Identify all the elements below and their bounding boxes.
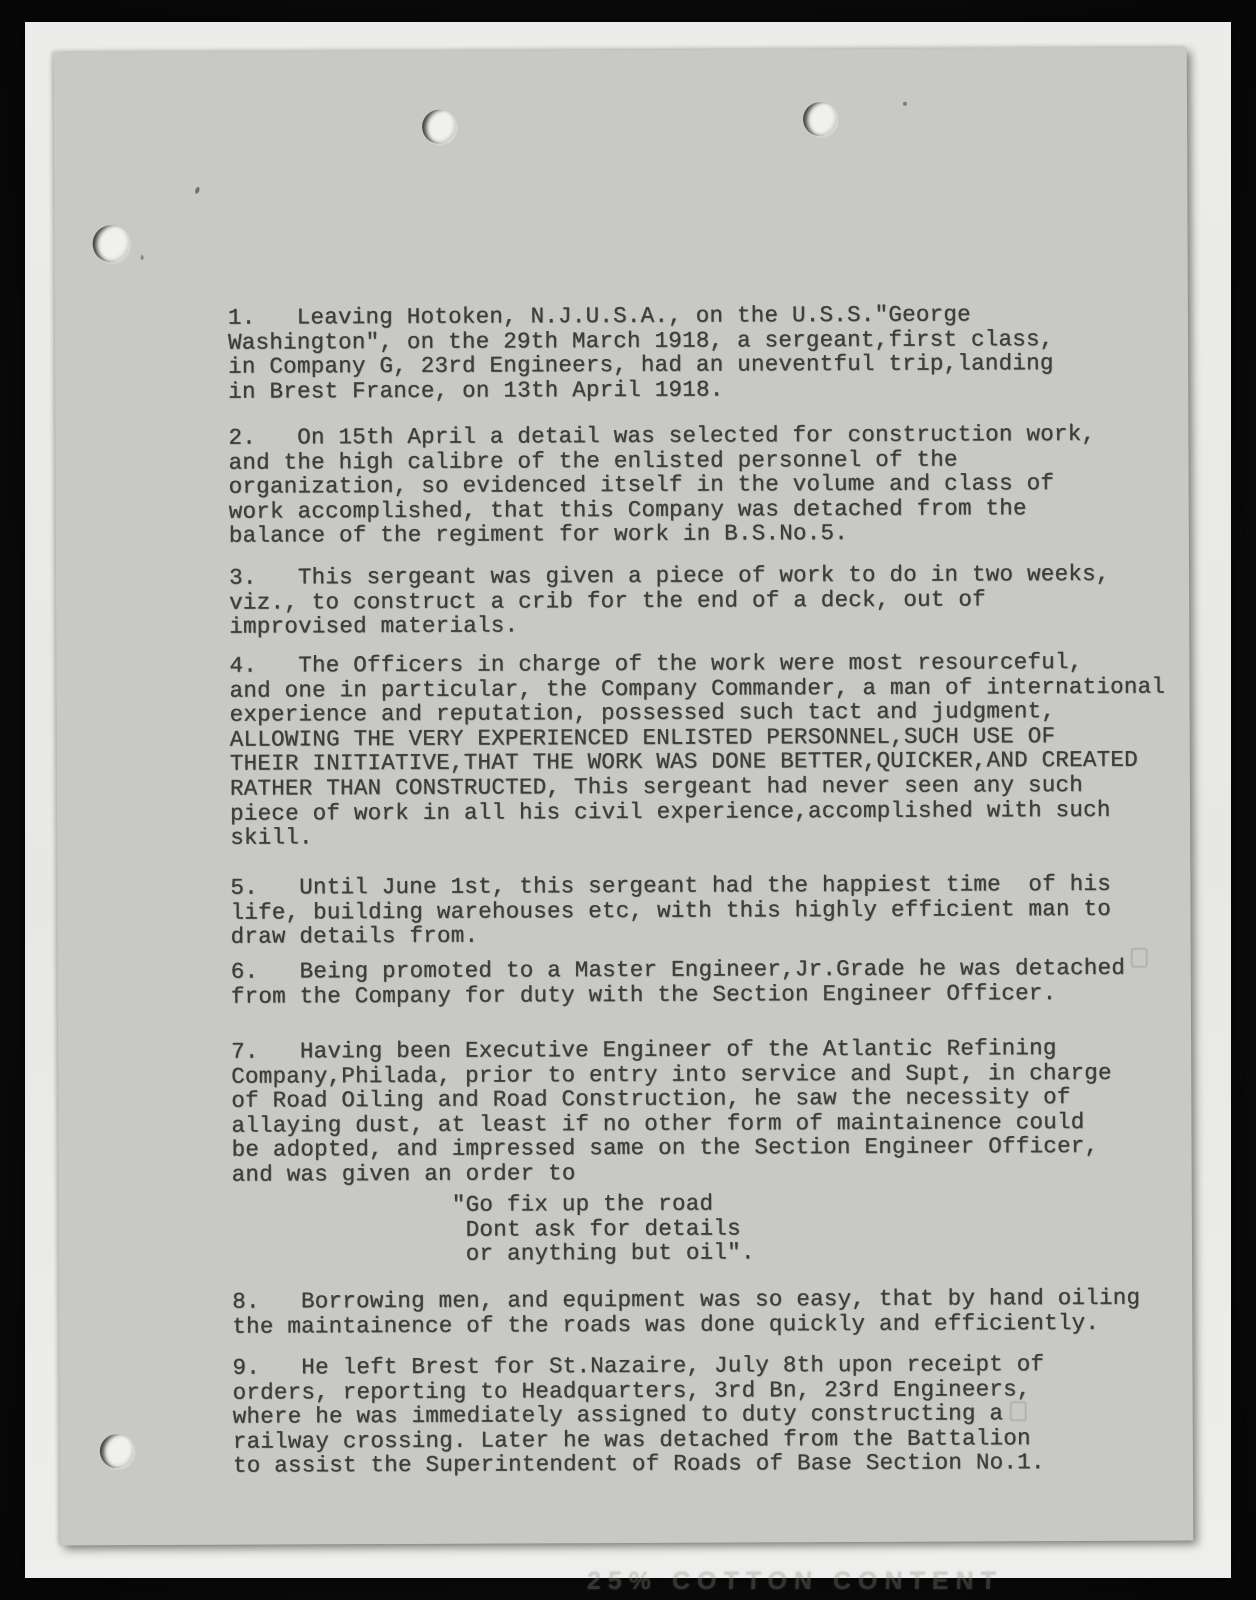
paragraph-7: 7. Having been Executive Engineer of the Atlantic Refining Company,Philada, prior to entry into service and Supt, in charge of Road Oiling and Road Construction, he saw the necessity of allaying dust, at least if no other form of maintainence could be adopted, and impressed same on the Section Engineer Officer, and was given an order to <box>231 1035 1112 1188</box>
punch-hole-left-upper <box>93 225 130 262</box>
punch-hole-top-left <box>422 110 456 144</box>
punch-hole-left-lower <box>100 1434 134 1468</box>
paragraph-5: 5. Until June 1st, this sergeant had the happiest time of his life, building warehouses etc, with this highly efficient man to draw details from. <box>230 870 1112 950</box>
paragraph-3: 3. This sergeant was given a piece of work to do in two weeks, viz., to construct a crib for the end of a deck, out of improvised materials. <box>228 560 1110 640</box>
ink-speck <box>194 186 200 194</box>
document-page <box>54 48 1194 1546</box>
paragraph-1: 1. Leaving Hotoken, N.J.U.S.A., on the U.S.S."George Washington", on the 29th March 1918, a sergeant,first class, in Company G, 23rd Engineers, had an uneventful trip,landing in Brest France, on 13th April 1918. <box>227 301 1054 405</box>
paragraph-2: 2. On 15th April a detail was selected for construction work, and the high calibre of the enlisted personnel of the organization, so evidenced itself in the volume and class of work accomplished, that this Company was detached from the balance of the regiment for work in B.S.No.5. <box>228 420 1096 550</box>
ink-speck <box>903 102 907 106</box>
paper-watermark-bottom: 25% COTTON CONTENT <box>586 1567 1004 1595</box>
paragraph-8: 8. Borrowing men, and equipment was so easy, that by hand oiling the maintainence of the roads was done quickly and efficiently. <box>232 1284 1141 1340</box>
punch-hole-top-right <box>803 102 837 136</box>
quoted-order: "Go fix up the road Dont ask for details or anything but oil". <box>451 1190 755 1267</box>
paragraph-6: 6. Being promoted to a Master Engineer,Jr.Grade he was detached from the Company for duty with the Section Engineer Officer. <box>230 954 1126 1010</box>
paragraph-9: 9. He left Brest for St.Nazaire, July 8th upon receipt of orders, reporting to Headquarters, 3rd Bn, 23rd Engineers, where he was immediately assigned to duty constructing a railway crossing. Later he was detached from the Battalion to assist the Superintendent of Roads of Base Section No.1. <box>232 1351 1045 1480</box>
smudge-mark-upper <box>1131 948 1148 968</box>
ink-speck <box>141 255 144 260</box>
paragraph-4: 4. The Officers in charge of the work were most resourceful, and one in particular, the Company Commander, a man of international experience and reputation, possessed such tact and judgment, ALLOWING THE VERY EXPERIENCED ENLISTED PERSONNEL,SUCH USE OF THEIR INITIATIVE,THAT THE WORK WAS DONE BETTER,QUICKER,AND CREATED RATHER THAN CONSTRUCTED, This sergeant had never seen any such piece of work in all his civil experience,accomplished with such skill. <box>229 648 1166 851</box>
